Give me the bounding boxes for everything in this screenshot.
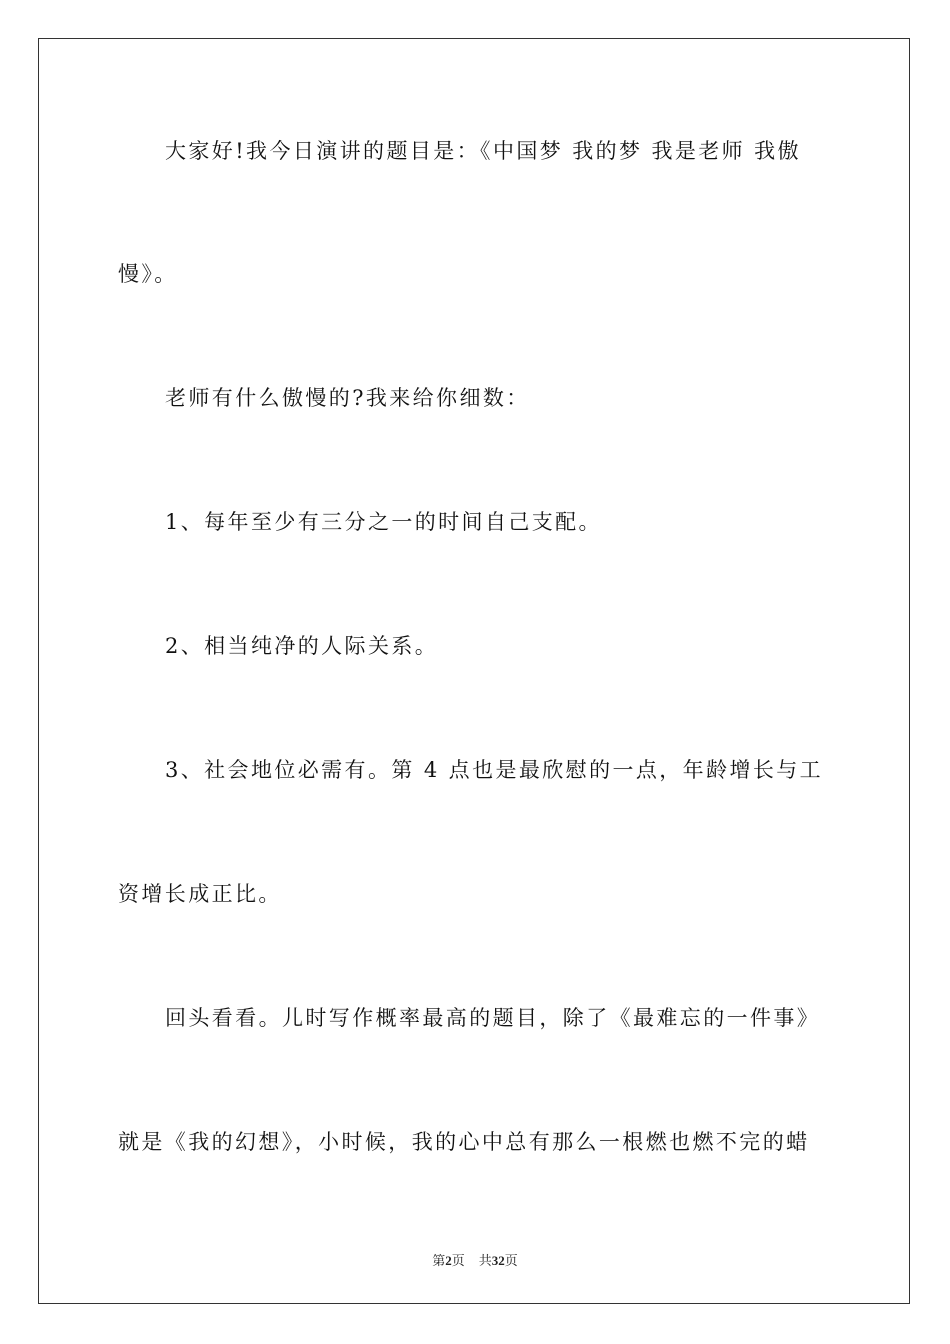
paragraph-line-4: 回头看看。儿时写作概率最高的题目，除了《最难忘的一件事》 bbox=[165, 1006, 821, 1030]
footer-total-suffix: 页 bbox=[504, 1254, 518, 1269]
paragraph-line-3: 老师有什么傲慢的?我来给你细数： bbox=[165, 386, 530, 410]
page-footer bbox=[0, 1250, 950, 1269]
footer-page-suffix: 页 bbox=[451, 1254, 465, 1269]
list-item-2: 2、相当纯净的人际关系。 bbox=[165, 634, 439, 658]
paragraph-line-1: 大家好!我今日演讲的题目是：《中国梦 我的梦 我是老师 我傲 bbox=[165, 139, 801, 163]
footer-total-prefix: 共 bbox=[478, 1254, 492, 1269]
paragraph-line-2: 慢》。 bbox=[118, 262, 178, 286]
paragraph-line-5: 就是《我的幻想》，小时候，我的心中总有那么一根燃也燃不完的蜡 bbox=[118, 1130, 810, 1154]
list-item-3: 3、社会地位必需有。第 4 点也是最欣慰的一点，年龄增长与工 bbox=[165, 758, 824, 782]
footer-page-number: 2 bbox=[445, 1253, 452, 1268]
list-item-1: 1、每年至少有三分之一的时间自己支配。 bbox=[165, 510, 602, 534]
footer-page-prefix: 第 bbox=[432, 1254, 446, 1269]
list-item-3-continuation: 资增长成正比。 bbox=[118, 882, 282, 906]
page-border bbox=[38, 38, 910, 1304]
footer-total-pages: 32 bbox=[491, 1253, 505, 1268]
